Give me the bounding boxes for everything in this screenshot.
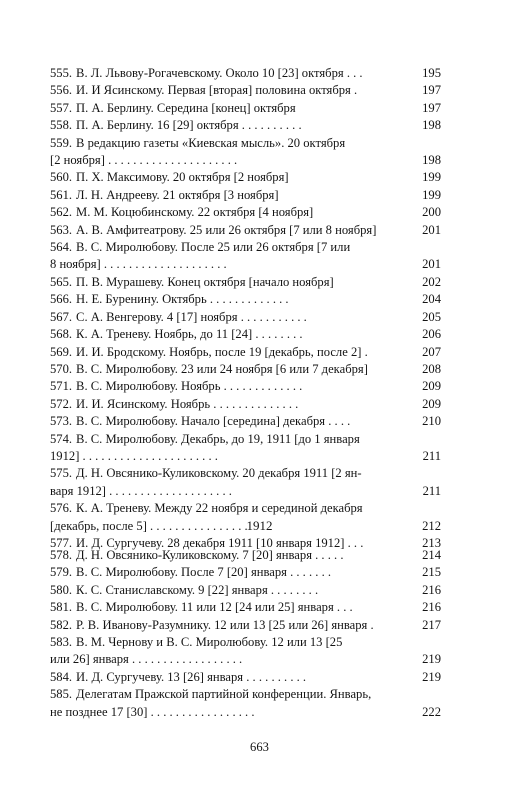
toc-entry — [50, 582, 441, 599]
entry-page: 209 — [422, 396, 441, 411]
entry-number: 582. — [50, 617, 73, 632]
entry-number: 578. — [50, 548, 73, 562]
entry-title-line: И. И Ясинскому. Первая [вторая] половина октября . — [76, 83, 358, 98]
toc-entry — [50, 326, 441, 343]
entry-number: 585. — [50, 687, 73, 702]
entry-number: 571. — [50, 379, 73, 394]
page-number: 663 — [250, 740, 269, 754]
entry-number: 577. — [50, 535, 73, 550]
entry-page: 205 — [422, 309, 441, 324]
entry-page: 199 — [422, 187, 441, 202]
entry-title-line: И. Д. Сургучеву. 13 [26] января . . . . . . . . . . — [76, 669, 307, 684]
entry-page: 200 — [422, 205, 441, 220]
entry-page: 201 — [422, 222, 441, 237]
toc-entry — [50, 465, 441, 500]
entry-title-line: К. А. Треневу. Между 22 ноября и серединой декабря — [76, 501, 363, 516]
entry-number: 580. — [50, 582, 73, 597]
entry-title-line: А. В. Амфитеатрову. 25 или 26 октября [7 или 8 ноября] — [76, 222, 377, 237]
entry-title-line: П. А. Берлину. 16 [29] октября . . . . . . . . . . — [76, 118, 302, 133]
toc-entry — [50, 204, 441, 221]
toc-section-1912 — [50, 547, 441, 721]
entry-page: 209 — [422, 379, 441, 394]
entry-title-line: И. Д. Сургучеву. 28 декабря 1911 [10 января 1912] . . . — [76, 535, 364, 550]
toc-entry — [50, 309, 441, 326]
entry-title-line: В. С. Миролюбову. После 7 [20] января . . . . . . . — [76, 565, 332, 580]
entry-number: 583. — [50, 635, 73, 650]
entry-number: 572. — [50, 396, 73, 411]
entry-title-line: варя 1912] . . . . . . . . . . . . . . . . . . . . — [50, 483, 232, 498]
entry-page: 202 — [422, 274, 441, 289]
entry-page: 222 — [422, 704, 441, 719]
toc-entry — [50, 82, 441, 99]
toc-entry — [50, 378, 441, 395]
entry-title-line: М. М. Коцюбинскому. 22 октября [4 ноября] — [76, 205, 314, 220]
entry-title-line: Д. Н. Овсянико-Куликовскому. 20 декабря 1911 [2 ян- — [76, 466, 362, 481]
entry-title-line: П. В. Мурашеву. Конец октября [начало ноября] — [76, 274, 334, 289]
toc-entry — [50, 547, 441, 564]
toc-entry — [50, 686, 441, 721]
entry-title-line: 8 ноября] . . . . . . . . . . . . . . . . . . . . — [50, 257, 227, 272]
toc-entry — [50, 169, 441, 186]
entry-number: 556. — [50, 83, 73, 98]
toc-entry — [50, 187, 441, 204]
entry-page: 211 — [422, 448, 441, 463]
entry-page: 207 — [422, 344, 441, 359]
entry-page: 216 — [422, 600, 441, 615]
entry-title-line: Делегатам Пражской партийной конференции. Январь, — [76, 687, 372, 702]
entry-title-line: В. С. Миролюбову. Декабрь, до 19, 1911 [до 1 января — [76, 431, 360, 446]
entry-number: 562. — [50, 205, 73, 220]
entry-title-line: Д. Н. Овсянико-Куликовскому. 7 [20] января . . . . . — [76, 548, 344, 562]
toc-entry — [50, 274, 441, 291]
toc-entry — [50, 117, 441, 134]
entry-title-line: В. С. Миролюбову. 23 или 24 ноября [6 или 7 декабря] — [76, 361, 368, 376]
entry-page: 212 — [422, 518, 441, 533]
entry-page: 197 — [422, 83, 441, 98]
entry-title-line: В. С. Миролюбову. Ноябрь . . . . . . . . . . . . . — [76, 379, 303, 394]
entry-page: 201 — [422, 257, 441, 272]
entry-page: 219 — [422, 669, 441, 684]
entry-page: 197 — [422, 100, 441, 115]
entry-title-line: или 26] января . . . . . . . . . . . . . . . . . . — [50, 652, 243, 667]
entry-title-line: не позднее 17 [30] . . . . . . . . . . . . . . . . . — [50, 704, 255, 719]
entry-number: 555. — [50, 66, 73, 80]
entry-number: 573. — [50, 414, 73, 429]
entry-title-line: [декабрь, после 5] . . . . . . . . . . . . . . . . — [50, 518, 248, 533]
toc-section-1911 — [50, 65, 441, 552]
entry-number: 576. — [50, 501, 73, 516]
entry-title-line: П. А. Берлину. Середина [конец] октября — [76, 100, 296, 115]
entry-number: 568. — [50, 327, 73, 342]
entry-number: 557. — [50, 100, 73, 115]
entry-title-line: Н. Е. Буренину. Октябрь . . . . . . . . . . . . . — [76, 292, 289, 307]
entry-title-line: В. М. Чернову и В. С. Миролюбову. 12 или 13 [25 — [76, 635, 343, 650]
entry-number: 567. — [50, 309, 73, 324]
toc-entry — [50, 564, 441, 581]
entry-page: 210 — [422, 414, 441, 429]
entry-page: 198 — [422, 153, 441, 168]
entry-page: 216 — [422, 582, 441, 597]
toc-entry — [50, 669, 441, 686]
entry-title-line: [2 ноября] . . . . . . . . . . . . . . . . . . . . . — [50, 153, 238, 168]
entry-title-line: П. Х. Максимову. 20 октября [2 ноября] — [76, 170, 289, 185]
entry-title-line: В. Л. Львову-Рогачевскому. Около 10 [23] октября . . . — [76, 66, 363, 80]
entry-number: 563. — [50, 222, 73, 237]
entry-page: 198 — [422, 118, 441, 133]
toc-entry — [50, 239, 441, 274]
entry-number: 559. — [50, 135, 73, 150]
entry-title-line: В редакцию газеты «Киевская мысль». 20 октября — [76, 135, 346, 150]
toc-entry — [50, 413, 441, 430]
entry-number: 560. — [50, 170, 73, 185]
entry-page: 217 — [422, 617, 441, 632]
entry-title-line: В. С. Миролюбову. 11 или 12 [24 или 25] января . . . — [76, 600, 353, 615]
entry-number: 558. — [50, 118, 73, 133]
entry-page: 211 — [422, 483, 441, 498]
entry-number: 570. — [50, 361, 73, 376]
entry-number: 584. — [50, 669, 73, 684]
entry-number: 566. — [50, 292, 73, 307]
entry-title-line: И. И. Бродскому. Ноябрь, после 19 [декабрь, после 2] . — [76, 344, 368, 359]
toc-entry — [50, 135, 441, 170]
entry-page: 206 — [422, 327, 441, 342]
toc-entry — [50, 617, 441, 634]
entry-title-line: В. С. Миролюбову. После 25 или 26 октября [7 или — [76, 240, 351, 255]
entry-number: 569. — [50, 344, 73, 359]
entry-title-line: К. А. Треневу. Ноябрь, до 11 [24] . . . . . . . . — [76, 327, 303, 342]
toc-entry — [50, 65, 441, 82]
entry-page: 195 — [422, 66, 441, 80]
toc-entry — [50, 222, 441, 239]
entry-number: 575. — [50, 466, 73, 481]
entry-title-line: С. А. Венгерову. 4 [17] ноября . . . . . . . . . . . — [76, 309, 307, 324]
entry-title-line: 1912] . . . . . . . . . . . . . . . . . . . . . . — [50, 448, 218, 463]
toc-entry — [50, 396, 441, 413]
entry-page: 199 — [422, 170, 441, 185]
entry-title-line: Р. В. Иванову-Разумнику. 12 или 13 [25 или 26] января . — [76, 617, 374, 632]
toc-entry — [50, 599, 441, 616]
toc-entry — [50, 291, 441, 308]
entry-page: 214 — [422, 548, 441, 562]
toc-entry — [50, 100, 441, 117]
entry-title-line: Л. Н. Андрееву. 21 октября [3 ноября] — [76, 187, 279, 202]
toc-entry — [50, 431, 441, 466]
year-heading: 1912 — [246, 518, 273, 533]
toc-entry — [50, 361, 441, 378]
entry-page: 219 — [422, 652, 441, 667]
entry-number: 565. — [50, 274, 73, 289]
entry-title-line: В. С. Миролюбову. Начало [середина] декабря . . . . — [76, 414, 351, 429]
entry-page: 213 — [422, 535, 441, 550]
entry-number: 579. — [50, 565, 73, 580]
entry-number: 561. — [50, 187, 73, 202]
entry-title-line: К. С. Станиславскому. 9 [22] января . . . . . . . . — [76, 582, 319, 597]
entry-number: 564. — [50, 240, 73, 255]
entry-title-line: И. И. Ясинскому. Ноябрь . . . . . . . . . . . . . . — [76, 396, 299, 411]
entry-number: 581. — [50, 600, 73, 615]
toc-entry — [50, 634, 441, 669]
entry-page: 215 — [422, 565, 441, 580]
toc-entry — [50, 344, 441, 361]
entry-page: 208 — [422, 361, 441, 376]
entry-page: 204 — [422, 292, 441, 307]
entry-number: 574. — [50, 431, 73, 446]
